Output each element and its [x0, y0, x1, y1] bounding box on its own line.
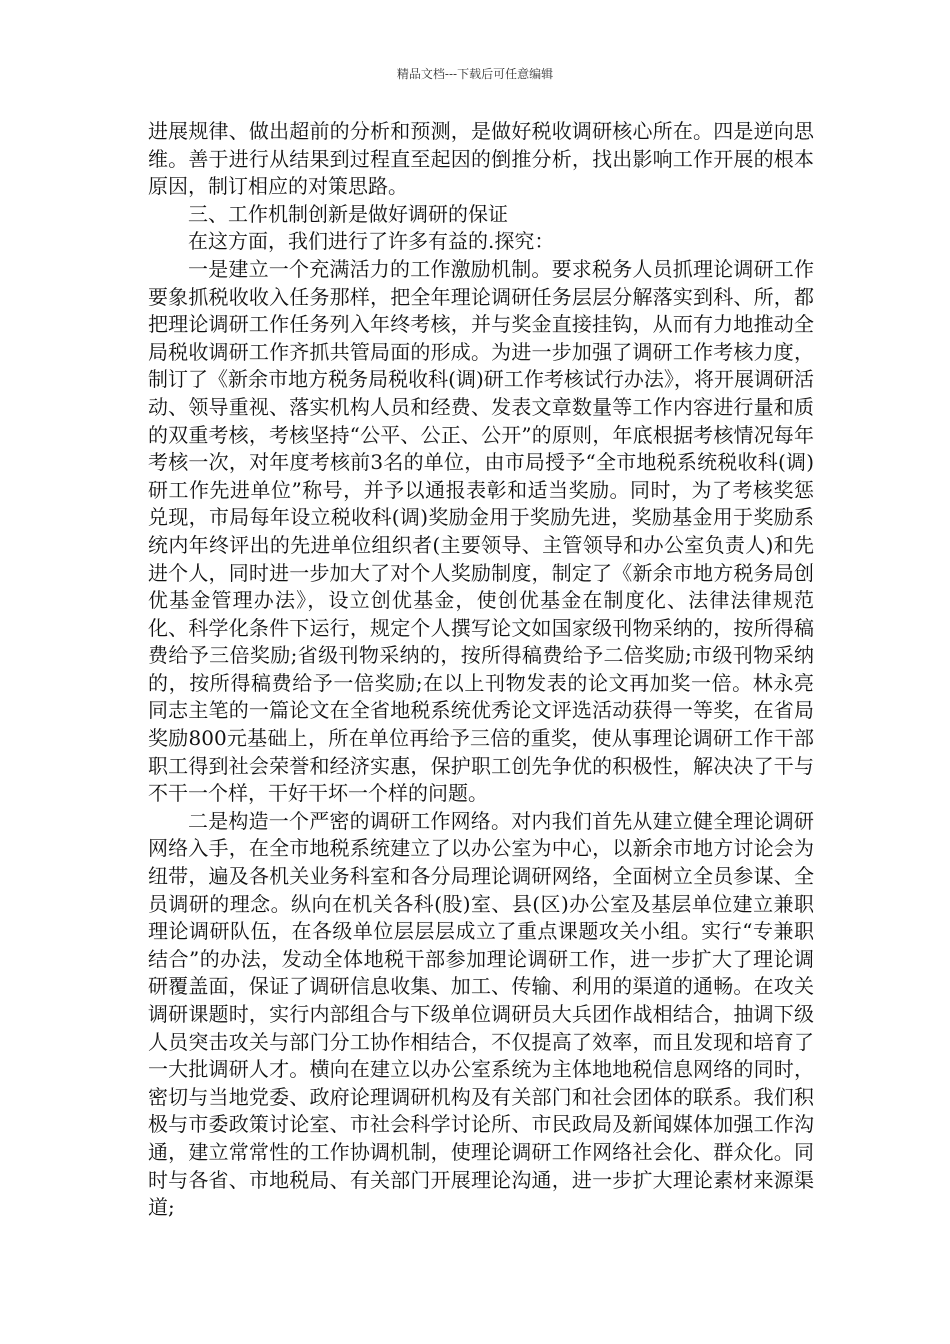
paragraph-incentive-mechanism: 一是建立一个充满活力的工作激励机制。要求税务人员抓理论调研工作要象抓税收收入任务那样，把全年理论调研任务层层分解落实到科、所，都把理论调研工作任务列入年终考核，并与奖金直接挂钩，从而有力地推动全局税收调研工作齐抓共管局面的形成。为进一步加强了调研工作考核力度，制订了《新余市地方税务局税收科(调)研工作考核试行办法》，将开展调研活动、领导重视、落实机构人员和经费、发表文章数量等工作内容进行量和质的双重考核，考核坚持“公平、公正、公开”的原则，年底根据考核情况每年考核一次，对年度考核前3名的单位，由市局授予“全市地税系统税收科(调)研工作先进单位”称号，并予以通报表彰和适当奖励。同时，为了考核奖惩兑现，市局每年设立税收科(调)奖励金用于奖励先进，奖励基金用于奖励系统内年终评出的先进单位组织者(主要领导、主管领导和办公室负责人)和先进个人，同时进一步加大了对个人奖励制度，制定了《新余市地方税务局创优基金管理办法》，设立创优基金，使创优基金在制度化、法律法律规范化、科学化条件下运行，规定个人撰写论文如国家级刊物采纳的，按所得稿费给予三倍奖励;省级刊物采纳的，按所得稿费给予二倍奖励;市级刊物采纳的，按所得稿费给予一倍奖励;在以上刊物发表的论文再加奖一倍。林永亮同志主笔的一篇论文在全省地税系统优秀论文评选活动获得一等奖，在省局奖励800元基础上，所在单位再给予三倍的重奖，使从事理论调研工作干部职工得到社会荣誉和经济实惠，保护职工创先争优的积极性，解决决了干与不干一个样，干好干坏一个样的问题。: [148, 256, 814, 806]
document-body: [148, 118, 814, 1222]
paragraph-intro: 在这方面，我们进行了许多有益的.探究：: [188, 229, 555, 254]
page-header: 精品文档---下载后可任意编辑: [396, 67, 554, 81]
paragraph-research-network: 二是构造一个严密的调研工作网络。对内我们首先从建立健全理论调研网络入手，在全市地税系统建立了以办公室为中心，以新余市地方讨论会为纽带，遍及各机关业务科室和各分局理论调研网络，全面树立全员参谋、全员调研的理念。纵向在机关各科(股)室、县(区)办公室及基层单位建立兼职理论调研队伍，在各级单位层层层成立了重点课题攻关小组。实行“专兼职结合”的办法，发动全体地税干部参加理论调研工作，进一步扩大了理论调研覆盖面，保证了调研信息收集、加工、传输、利用的渠道的通畅。在攻关调研课题时，实行内部组合与下级单位调研员大兵团作战相结合，抽调下级人员突击攻关与部门分工协作相结合，不仅提高了效率，而且发现和培育了一大批调研人才。横向在建立以办公室系统为主体地地税信息网络的同时，密切与当地党委、政府论理调研机构及有关部门和社会团体的联系。我们积极与市委政策讨论室、市社会科学讨论所、市民政局及新闻媒体加强工作沟通，建立常常性的工作协调机制，使理论调研工作网络社会化、群众化。同时与各省、市地税局、有关部门开展理论沟通，进一步扩大理论素材来源渠道;: [148, 808, 814, 1220]
paragraph-1: 进展规律、做出超前的分析和预测，是做好税收调研核心所在。四是逆向思维。善于进行从结果到过程直至起因的倒推分析，找出影响工作开展的根本原因，制订相应的对策思路。: [148, 119, 814, 199]
section-heading: 三、工作机制创新是做好调研的保证: [188, 201, 508, 226]
